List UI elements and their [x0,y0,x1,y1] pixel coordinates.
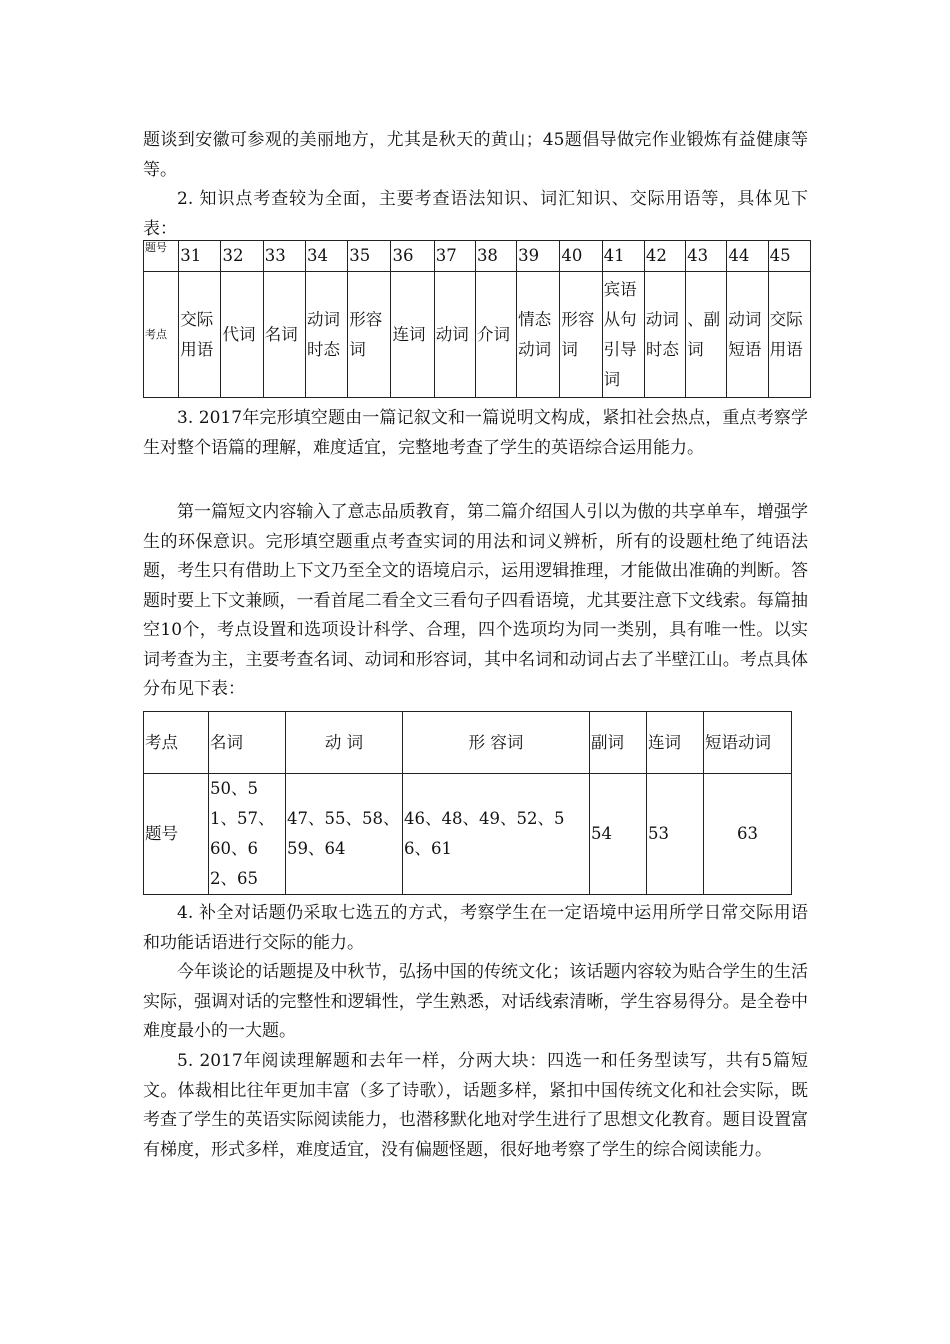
header-phrasal-verb: 短语动词 [704,712,792,774]
question-number-cell: 36 [391,241,434,272]
test-point-cell: 动词时态 [305,272,347,398]
paragraph-intro-continuation: 题谈到安徽可参观的美丽地方，尤其是秋天的黄山；45题倡导做完作业锻炼有益健康等等。 [143,130,808,180]
adjective-questions: 46、48、49、52、56、61 [403,774,590,895]
question-number-cell: 44 [727,241,768,272]
question-number-cell: 37 [434,241,475,272]
knowledge-point-table [143,240,811,398]
test-point-row [144,272,811,398]
header-noun: 名词 [209,712,286,774]
test-point-cell: 动词 [434,272,475,398]
question-number-cell: 35 [348,241,391,272]
row-label-question-number: 题号 [144,774,209,895]
conjunction-questions: 53 [647,774,704,895]
row-label-question-number: 题号 [144,241,179,272]
header-verb: 动 词 [286,712,403,774]
test-point-cell: 介词 [475,272,516,398]
cloze-distribution-table [143,711,792,895]
test-point-cell: 宾语从句引导词 [602,272,644,398]
test-point-cell: 交际用语 [768,272,810,398]
paragraph-point-3: 3. 2017年完形填空题由一篇记叙文和一篇说明文构成，紧扣社会热点，重点考察学生对整个语篇的理解，难度适宜，完整地考查了学生的英语综合运用能力。 [143,408,808,458]
question-number-cell: 39 [517,241,560,272]
header-test-point: 考点 [144,712,209,774]
paragraph-dialogue-detail: 今年谈论的话题提及中秋节，弘扬中国的传统文化；该话题内容较为贴合学生的生活实际，强调对话的完整性和逻辑性，学生熟悉，对话线索清晰，学生容易得分。是全卷中难度最小的一大题。 [143,962,808,1041]
paragraph-point-4: 4. 补全对话题仍采取七选五的方式，考察学生在一定语境中运用所学日常交际用语和功能话语进行交际的能力。 [143,903,808,953]
test-point-cell: 、副词 [686,272,727,398]
phrasal-verb-questions: 63 [704,774,792,895]
header-adjective: 形 容词 [403,712,590,774]
question-number-cell: 32 [221,241,263,272]
cloze-values-row [144,774,792,895]
test-point-cell: 名词 [263,272,305,398]
question-number-cell: 34 [305,241,347,272]
question-number-cell: 33 [263,241,305,272]
noun-questions: 50、51、57、60、62、65 [209,774,286,895]
test-point-cell: 情态动词 [517,272,560,398]
test-point-cell: 动词短语 [727,272,768,398]
test-point-cell: 连词 [391,272,434,398]
test-point-cell: 形容词 [560,272,602,398]
test-point-cell: 代词 [221,272,263,398]
question-number-cell: 41 [602,241,644,272]
test-point-cell: 形容词 [348,272,391,398]
adverb-questions: 54 [590,774,647,895]
question-number-cell: 45 [768,241,810,272]
row-label-test-point: 考点 [144,272,179,398]
paragraph-cloze-detail: 第一篇短文内容输入了意志品质教育，第二篇介绍国人引以为傲的共享单车，增强学生的环保意识。完形填空题重点考查实词的用法和词义辨析，所有的设题杜绝了纯语法题，考生只有借助上下文乃至全文的语境启示，运用逻辑推理，才能做出准确的判断。答题时要上下文兼顾，一看首尾二看全文三看句子四看语境，尤其要注意下文线索。每篇抽空10个，考点设置和选项设计科学、合理，四个选项均为同一类别，具有唯一性。以实词考查为主，主要考查名词、动词和形容词，其中名词和动词占去了半壁江山。考点具体分布见下表： [143,502,808,699]
question-number-cell: 43 [686,241,727,272]
paragraph-point-5: 5. 2017年阅读理解题和去年一样，分两大块：四选一和任务型读写，共有5篇短文。体裁相比往年更加丰富（多了诗歌），话题多样，紧扣中国传统文化和社会实际，既考查了学生的英语实际阅读能力，也潜移默化地对学生进行了思想文化教育。题目设置富有梯度，形式多样，难度适宜，没有偏题怪题，很好地考察了学生的综合阅读能力。 [143,1051,808,1160]
question-number-cell: 31 [179,241,221,272]
header-conjunction: 连词 [647,712,704,774]
test-point-cell: 交际用语 [179,272,221,398]
question-number-cell: 38 [475,241,516,272]
test-point-cell: 动词时态 [644,272,685,398]
question-number-cell: 40 [560,241,602,272]
question-number-row [144,241,811,272]
question-number-cell: 42 [644,241,685,272]
paragraph-point-2: 2. 知识点考查较为全面，主要考查语法知识、词汇知识、交际用语等，具体见下表： [143,189,808,239]
cloze-header-row [144,712,792,774]
header-adverb: 副词 [590,712,647,774]
verb-questions: 47、55、58、59、64 [286,774,403,895]
